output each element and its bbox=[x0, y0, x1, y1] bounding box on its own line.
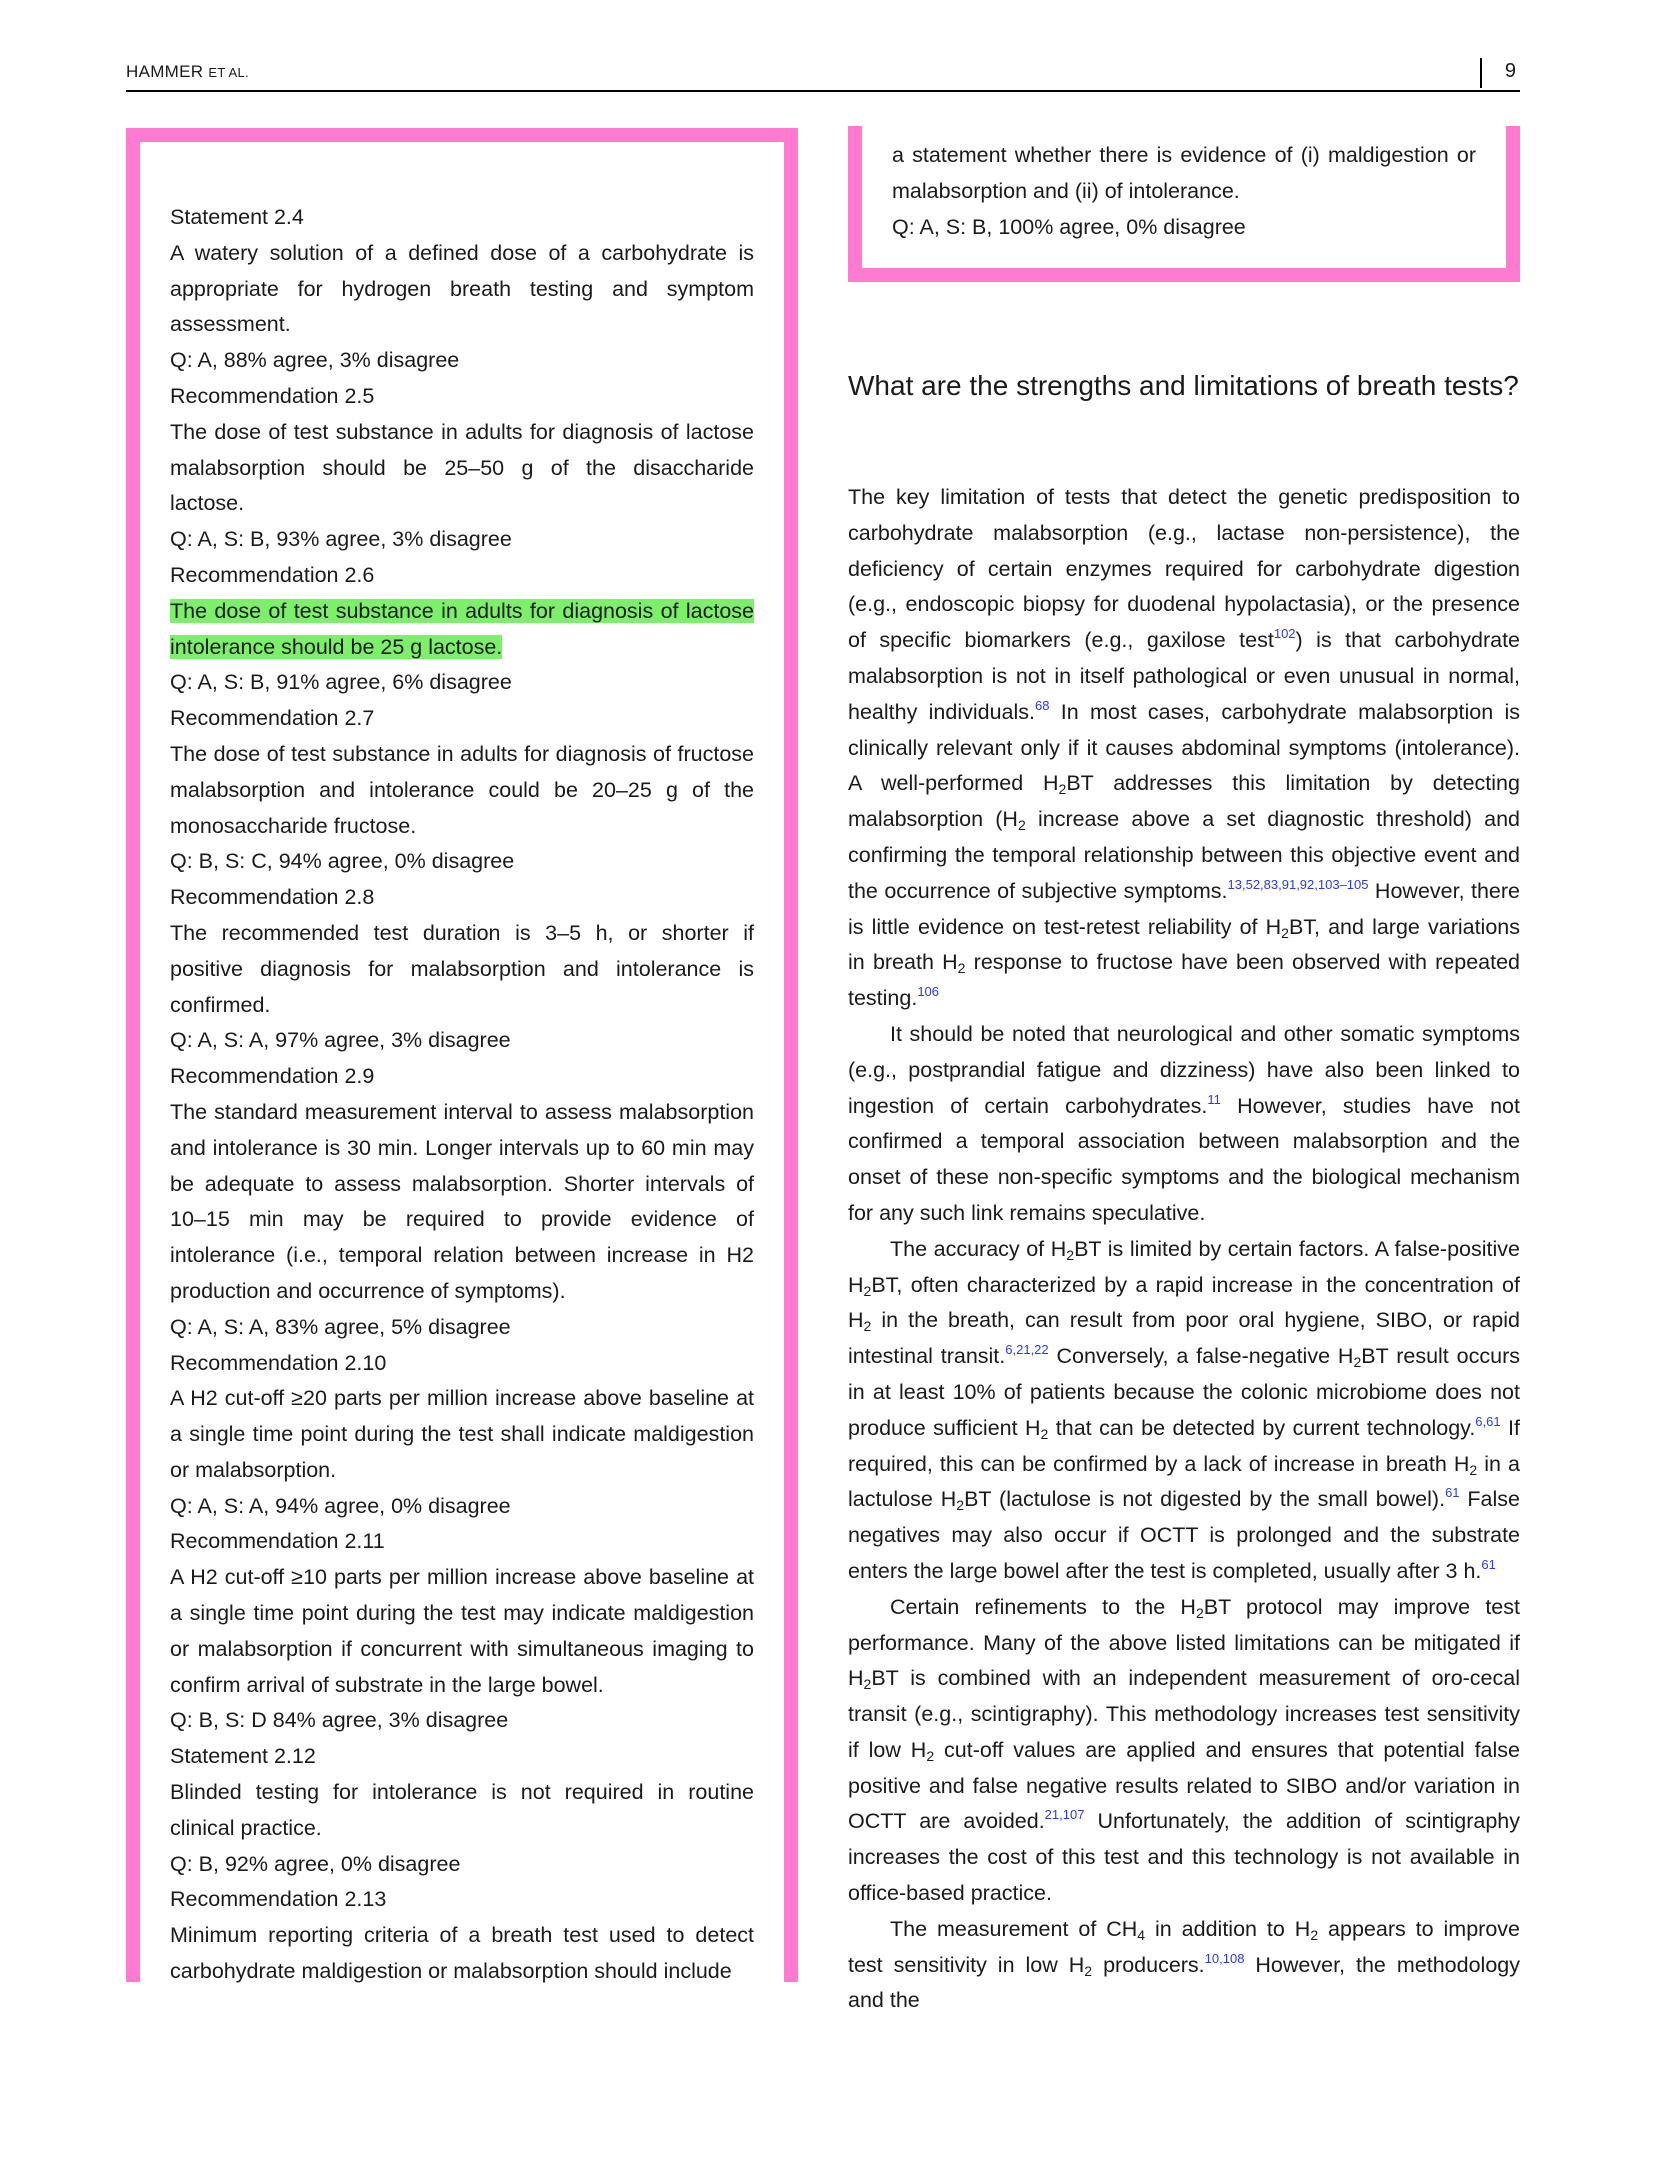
statement-text: A watery solution of a defined dose of a carbohydrate is appropriate for hydrogen breath testing and symptom assessment. bbox=[170, 240, 754, 337]
quality-line: Q: A, S: B, 91% agree, 6% disagree bbox=[170, 670, 512, 695]
quality-line: Q: B, S: C, 94% agree, 0% disagree bbox=[170, 849, 515, 874]
citation-link[interactable]: 68 bbox=[1035, 697, 1050, 713]
quality-line: Q: B, 92% agree, 0% disagree bbox=[170, 1851, 461, 1876]
quality-line: Q: A, S: A, 97% agree, 3% disagree bbox=[170, 1028, 511, 1053]
paragraph: It should be noted that neurological and other somatic symptoms (e.g., postprandial fatigue and dizziness) have also been linked to ingestion of certain carbohydrates.$^{11}$ However, studies have not confirmed a temporal association between malabsorption and the onset of these non-specific symptoms and the biological mechanism for any such link remains speculative. bbox=[848, 1021, 1520, 1225]
recommendation-heading: Recommendation 2.13 bbox=[170, 1887, 387, 1912]
citation-link[interactable]: 11 bbox=[1207, 1091, 1221, 1107]
recommendations-continued bbox=[892, 138, 1476, 245]
section-title: What are the strengths and limitations of breath tests? bbox=[848, 370, 1519, 401]
et-al: ET AL. bbox=[208, 65, 249, 80]
recommendation-text-highlighted bbox=[170, 594, 754, 666]
citation-link[interactable]: 13,52,83,91,92,103–105 bbox=[1227, 876, 1369, 892]
running-head-authors bbox=[126, 62, 249, 82]
recommendations-text bbox=[170, 200, 754, 1990]
recommendation-text: A H2 cut-off ≥20 parts per million increase above baseline at a single time point during the test shall indicate maldigestion or malabsorption. bbox=[170, 1386, 754, 1482]
recommendation-text: The dose of test substance in adults for diagnosis of fructose malabsorption and intolerance could be 20–25 g of the monosaccharide fructose. bbox=[170, 741, 754, 838]
recommendation-heading: Recommendation 2.6 bbox=[170, 562, 375, 587]
quality-line: Q: A, S: A, 83% agree, 5% disagree bbox=[170, 1314, 511, 1339]
body-text bbox=[848, 480, 1520, 2019]
author-name: HAMMER bbox=[126, 62, 204, 81]
header-rule bbox=[126, 90, 1520, 92]
paragraph: The accuracy of $H_2BT$ is limited by certain factors. A false-positive $H_2BT$, often characterized by a rapid increase in the concentration of $H_2$ in the breath, can result from poor oral hygiene, SIBO, or rapid intestinal transit.$^{6,21,22}$ Conversely, a false-negative $H_2BT$ result occurs in at least 10% of patients because the colonic microbiome does not produce sufficient $H_2$ that can be detected by current technology.$^{6,61}$ If required, this can be confirmed by a lack of increase in breath $H_2$ in a lactulose $H_2BT$ (lactulose is not digested by the small bowel).$^{61}$ False negatives may also occur if OCTT is prolonged and the substrate enters the large bowel after the test is completed, usually after 3 h.$^{61}$ bbox=[848, 1236, 1520, 1583]
citation-link[interactable]: 6,61 bbox=[1475, 1413, 1501, 1429]
recommendation-heading: Recommendation 2.7 bbox=[170, 706, 375, 731]
recommendation-heading: Recommendation 2.5 bbox=[170, 383, 375, 408]
recommendation-text: The recommended test duration is 3–5 h, or shorter if positive diagnosis for malabsorption and intolerance is confirmed. bbox=[170, 920, 754, 1017]
statement-heading: Statement 2.12 bbox=[170, 1744, 316, 1769]
running-header bbox=[126, 60, 1518, 92]
citation-link[interactable]: 102 bbox=[1273, 626, 1296, 642]
quality-line: Q: A, S: A, 94% agree, 0% disagree bbox=[170, 1493, 511, 1518]
statement-heading: Statement 2.4 bbox=[170, 205, 304, 229]
recommendation-heading: Recommendation 2.11 bbox=[170, 1529, 385, 1554]
citation-link[interactable]: 61 bbox=[1481, 1556, 1496, 1572]
paragraph: Certain refinements to the $H_2BT$ protocol may improve test performance. Many of the above listed limitations can be mitigated if $H_2BT$ is combined with an independent measurement of oro-cecal transit (e.g., scintigraphy). This methodology increases test sensitivity if low $H_2$ cut-off values are applied and ensures that potential false positive and false negative results related to SIBO and/or variation in OCTT are avoided.$^{21,107}$ Unfortunately, the addition of scintigraphy increases the cost of this test and this technology is not available in office-based practice. bbox=[848, 1594, 1520, 1906]
recommendation-heading: Recommendation 2.8 bbox=[170, 885, 375, 910]
paragraph: The key limitation of tests that detect the genetic predisposition to carbohydrate malabsorption (e.g., lactase non-persistence), the deficiency of certain enzymes required for carbohydrate digestion (e.g., endoscopic biopsy for duodenal hypolactasia), or the presence of specific biomarkers (e.g., gaxilose test$^{102}$) is that carbohydrate malabsorption is not in itself pathological or even unusual in normal, healthy individuals.$^{68}$ In most cases, carbohydrate malabsorption is clinically relevant only if it causes abdominal symptoms (intolerance). A well-performed $H_2BT$ addresses this limitation by detecting malabsorption ($H_2$ increase above a set diagnostic threshold) and confirming the temporal relationship between this objective event and the occurrence of subjective symptoms.$^{13,52,83,91,92,103-105}$ However, there is little evidence on test-retest reliability of $H_2BT$, and large variations in breath $H_2$ response to fructose have been observed with repeated testing.$^{106}$ bbox=[848, 485, 1521, 1011]
citation-link[interactable]: 10,108 bbox=[1204, 1950, 1245, 1966]
statement-text: Blinded testing for intolerance is not required in routine clinical practice. bbox=[170, 1780, 754, 1840]
recommendation-text: The standard measurement interval to assess malabsorption and intolerance is 30 min. Longer intervals up to 60 min may be adequate to assess malabsorption. Shorter intervals of 10–15 min may be required to provide evidence of intolerance (i.e., temporal relation between increase in H2 production and occurrence of symptoms). bbox=[170, 1099, 754, 1303]
citation-link[interactable]: 21,107 bbox=[1044, 1807, 1085, 1823]
citation-link[interactable]: 6,21,22 bbox=[1005, 1342, 1049, 1358]
recommendation-text: Minimum reporting criteria of a breath test used to detect carbohydrate maldigestion or malabsorption should include bbox=[170, 1923, 754, 1984]
quality-line: Q: B, S: D 84% agree, 3% disagree bbox=[170, 1708, 509, 1733]
citation-link[interactable]: 61 bbox=[1445, 1485, 1460, 1501]
recommendation-heading: Recommendation 2.9 bbox=[170, 1064, 375, 1089]
page-number: 9 bbox=[1504, 60, 1516, 82]
header-separator bbox=[1480, 58, 1482, 88]
recommendation-heading: Recommendation 2.10 bbox=[170, 1350, 387, 1375]
quality-line: Q: A, S: B, 93% agree, 3% disagree bbox=[170, 527, 512, 552]
recommendation-text: The dose of test substance in adults for diagnosis of lactose malabsorption should be 25–50 g of the disaccharide lactose. bbox=[170, 419, 754, 516]
recommendation-text: A H2 cut-off ≥10 parts per million increase above baseline at a single time point during the test may indicate maldigestion or malabsorption if concurrent with simultaneous imaging to confirm arrival of substrate in the large bowel. bbox=[170, 1565, 754, 1697]
paragraph: The measurement of $CH_4$ in addition to $H_2$ appears to improve test sensitivity in low $H_2$ producers.$^{10,108}$ However, the methodology and the bbox=[848, 1916, 1520, 2013]
quality-line: Q: A, 88% agree, 3% disagree bbox=[170, 348, 460, 373]
recommendation-text: a statement whether there is evidence of (i) maldigestion or malabsorption and (ii) of intolerance. bbox=[892, 143, 1476, 203]
citation-link[interactable]: 106 bbox=[917, 984, 940, 1000]
highlighted-text: The dose of test substance in adults for diagnosis of lactose intolerance should be 25 g lactose. bbox=[170, 598, 754, 659]
quality-line: Q: A, S: B, 100% agree, 0% disagree bbox=[892, 214, 1246, 239]
